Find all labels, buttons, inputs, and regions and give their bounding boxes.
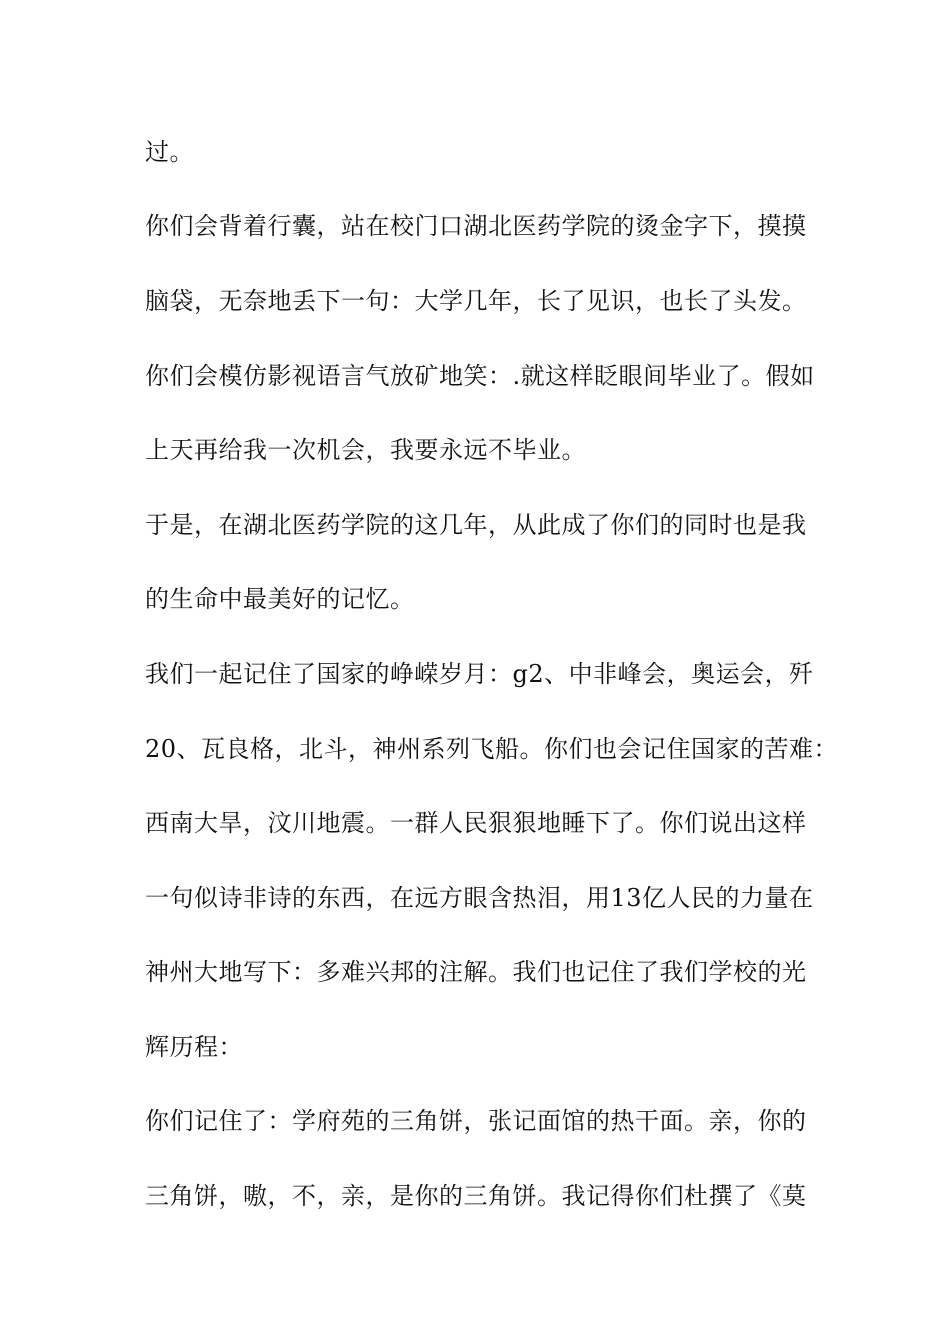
text-line: 我们一起记住了国家的峥嵘岁月：g2、中非峰会，奥运会，歼 <box>145 660 814 688</box>
text-line: 你们会背着行囊，站在校门口湖北医药学院的烫金字下，摸摸 <box>145 212 807 240</box>
text-line: 脑袋，无奈地丢下一句：大学几年，长了见识，也长了头发。 <box>145 287 807 315</box>
text-line: 上天再给我一次机会，我要永远不毕业。 <box>145 436 586 464</box>
text-line: 你们记住了：学府苑的三角饼，张记面馆的热干面。亲，你的 <box>145 1107 807 1135</box>
text-line: 辉历程： <box>145 1033 243 1061</box>
text-line: 你们会模仿影视语言气放矿地笑：.就这样眨眼间毕业了。假如 <box>145 362 815 390</box>
text-line: 的生命中最美好的记忆。 <box>145 585 415 613</box>
text-line: 过。 <box>145 138 194 166</box>
text-line: 一句似诗非诗的东西，在远方眼含热泪，用13亿人民的力量在 <box>145 884 814 912</box>
text-line: 三角饼，嗷，不，亲，是你的三角饼。我记得你们杜撰了《莫 <box>145 1182 807 1210</box>
text-line: 西南大旱，汶川地震。一群人民狠狠地睡下了。你们说出这样 <box>145 809 807 837</box>
text-line: 神州大地写下：多难兴邦的注解。我们也记住了我们学校的光 <box>145 958 807 986</box>
text-line: 于是，在湖北医药学院的这几年，从此成了你们的同时也是我 <box>145 511 807 539</box>
text-line: 20、瓦良格，北斗，神州系列飞船。你们也会记住国家的苦难： <box>145 735 839 763</box>
